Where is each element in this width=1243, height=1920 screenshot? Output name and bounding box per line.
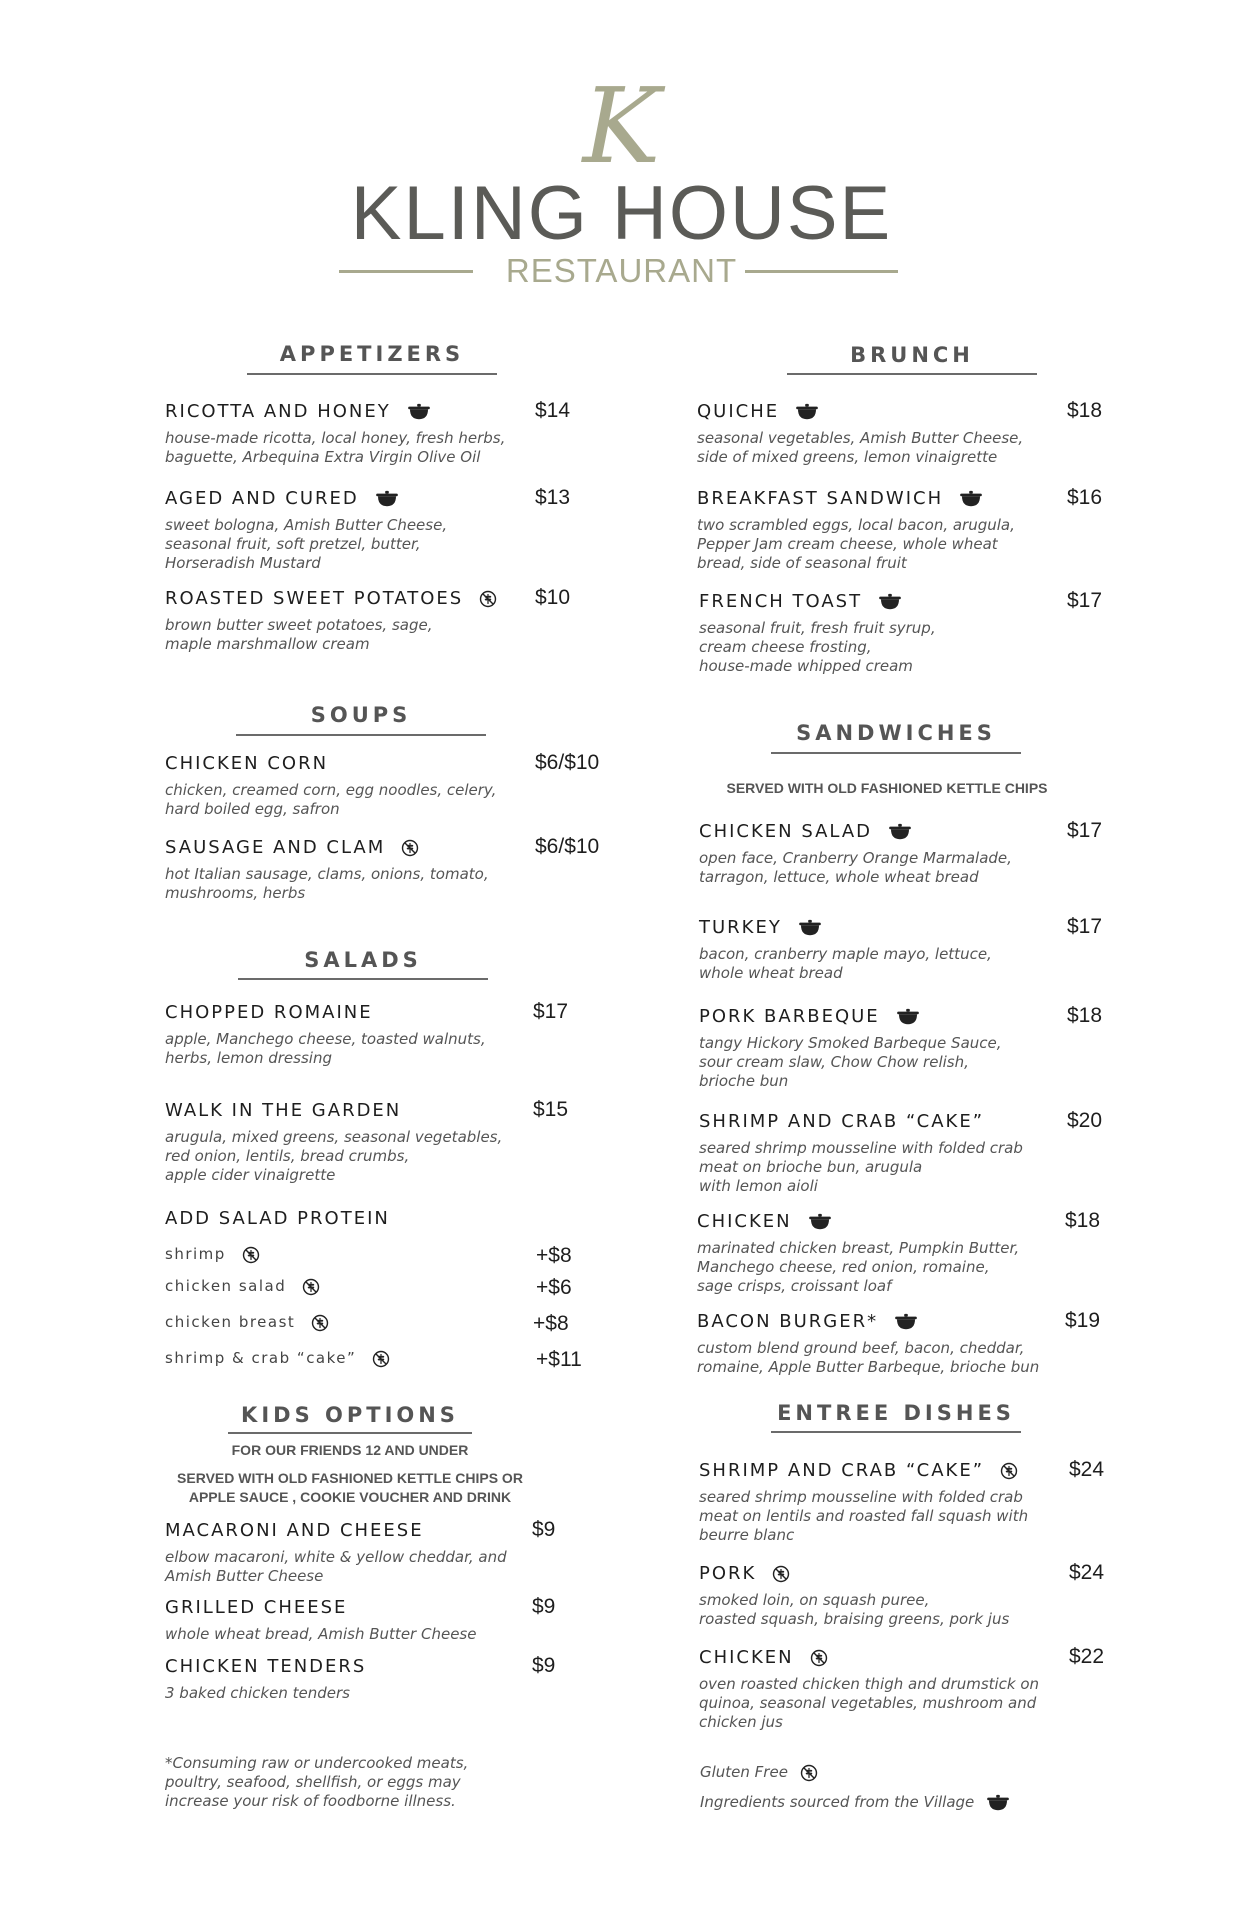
menu-item-price: $24: [1069, 1458, 1105, 1481]
menu-item-description: [697, 516, 1015, 573]
menu-item-description-line: arugula, mixed greens, seasonal vegetables,: [165, 1128, 503, 1146]
salad-protein-item: [165, 1276, 320, 1296]
menu-item-description-line: roasted squash, braising greens, pork jus: [699, 1610, 1010, 1628]
menu-item-name: [699, 1647, 1039, 1669]
pot-icon: [808, 1213, 832, 1231]
menu-item-description-line: house-made whipped cream: [699, 657, 913, 675]
legend-village: [700, 1792, 1010, 1812]
legend-village-label: Ingredients sourced from the Village: [700, 1793, 975, 1811]
section-title-kids: KIDS OPTIONS: [241, 1403, 459, 1427]
menu-item-description-line: cream cheese frosting,: [699, 638, 872, 656]
menu-item-description-line: meat on lentils and roasted fall squash with: [699, 1507, 1029, 1525]
menu-item-description-line: hot Italian sausage, clams, onions, tomato,: [165, 865, 489, 883]
menu-item-description: [165, 1684, 366, 1703]
salad-protein-price: +$6: [536, 1276, 572, 1299]
disclaimer-line: poultry, seafood, shellfish, or eggs may: [165, 1773, 461, 1791]
pot-icon: [407, 403, 431, 421]
wheat-crossed-icon: [1000, 1462, 1018, 1480]
menu-item-description: [699, 1591, 1009, 1629]
menu-item-description-line: bread, side of seasonal fruit: [697, 554, 907, 572]
menu-item-description: [699, 945, 992, 983]
pot-icon: [878, 593, 902, 611]
menu-item-description-line: baguette, Arbequina Extra Virgin Olive Oil: [165, 448, 481, 466]
menu-item-price: $6/$10: [535, 835, 600, 858]
menu-item-description: [165, 865, 489, 903]
logo-subtitle: RESTAURANT: [505, 252, 738, 289]
menu-item-description: [699, 1034, 1002, 1091]
section-title-sandwiches: SANDWICHES: [796, 721, 996, 745]
menu-item-name-text: SHRIMP AND CRAB “CAKE”: [699, 1111, 985, 1132]
menu-item-description-line: whole wheat bread: [699, 964, 843, 982]
menu-item-price: $18: [1067, 1004, 1103, 1027]
menu-item-name-text: CHICKEN TENDERS: [165, 1656, 367, 1677]
menu-item-description: [165, 781, 496, 819]
menu-item-description-line: oven roasted chicken thigh and drumstick on: [699, 1675, 1040, 1693]
menu-item-description: [699, 619, 936, 676]
menu-item-name-text: GRILLED CHEESE: [165, 1597, 348, 1618]
menu-item-name: [697, 401, 1023, 423]
wheat-crossed-icon: [401, 839, 419, 857]
section-title-entrees: ENTREE DISHES: [777, 1401, 1015, 1425]
salad-protein-price: +$8: [536, 1244, 572, 1267]
menu-item-name-text: PORK: [699, 1563, 757, 1584]
menu-item-description: [699, 1488, 1028, 1545]
menu-item-description-line: chicken, creamed corn, egg noodles, celery,: [165, 781, 497, 799]
menu-item-description-line: sage crisps, croissant loaf: [697, 1277, 892, 1295]
menu-item-price: $14: [535, 399, 571, 422]
menu-item-description-line: brioche bun: [699, 1072, 789, 1090]
disclaimer-line: *Consuming raw or undercooked meats,: [165, 1754, 469, 1772]
menu-item-description-line: seared shrimp mousseline with folded crab: [699, 1139, 1023, 1157]
section-title-salads: SALADS: [304, 948, 422, 972]
section-rule-brunch: [787, 373, 1037, 375]
menu-item-name: [165, 488, 447, 510]
menu-item-name: [697, 488, 1015, 510]
menu-item-description-line: 3 baked chicken tenders: [165, 1684, 350, 1702]
menu-item-description: [165, 1128, 502, 1185]
menu-item-price: $22: [1069, 1645, 1105, 1668]
menu-item-description: [165, 1030, 486, 1068]
wheat-crossed-icon: [311, 1314, 329, 1332]
menu-item-description-line: quinoa, seasonal vegetables, mushroom and: [699, 1694, 1037, 1712]
menu-item-name: [697, 1211, 1019, 1233]
menu-item-name-text: BREAKFAST SANDWICH: [697, 488, 944, 509]
menu-item-description-line: sour cream slaw, Chow Chow relish,: [699, 1053, 969, 1071]
menu-item-name-text: BACON BURGER*: [697, 1311, 879, 1332]
menu-item-name: [165, 837, 489, 859]
menu-item: [699, 917, 992, 983]
menu-item-description: [697, 429, 1023, 467]
salad-protein-name: shrimp & crab “cake”: [165, 1349, 357, 1367]
menu-item-name: [165, 1002, 486, 1024]
menu-item-price: $17: [1067, 915, 1103, 938]
menu-item-description-line: side of mixed greens, lemon vinaigrette: [697, 448, 998, 466]
section-rule-sandwiches: [771, 752, 1021, 754]
menu-item-description-line: whole wheat bread, Amish Butter Cheese: [165, 1625, 477, 1643]
menu-item-name: [699, 1111, 1023, 1133]
menu-item-description: [699, 1139, 1023, 1196]
menu-item-description-line: tarragon, lettuce, whole wheat bread: [699, 868, 979, 886]
menu-item-name: [699, 821, 1012, 843]
legend-gluten-free: [700, 1762, 818, 1782]
legend-gluten-free-label: Gluten Free: [700, 1763, 788, 1781]
menu-item-name: [699, 1006, 1002, 1028]
menu-item-price: $24: [1069, 1561, 1105, 1584]
menu-item-name: [697, 1311, 1039, 1333]
menu-item-description-line: hard boiled egg, safron: [165, 800, 340, 818]
menu-item-name: [165, 1100, 502, 1122]
menu-item: [699, 1460, 1028, 1545]
menu-item-description: [699, 1675, 1039, 1732]
pot-icon: [795, 403, 819, 421]
menu-item-description-line: romaine, Apple Butter Barbeque, brioche bun: [697, 1358, 1040, 1376]
menu-item-description-line: herbs, lemon dressing: [165, 1049, 332, 1067]
menu-item-description-line: tangy Hickory Smoked Barbeque Sauce,: [699, 1034, 1002, 1052]
section-rule-soups: [236, 734, 486, 736]
pot-icon: [798, 919, 822, 937]
menu-item-price: $13: [535, 486, 571, 509]
menu-item-price: $17: [1067, 589, 1103, 612]
menu-item-name: [165, 1520, 507, 1542]
salad-protein-item: [165, 1348, 390, 1368]
menu-item-price: $18: [1067, 399, 1103, 422]
menu-item-description-line: house-made ricotta, local honey, fresh herbs,: [165, 429, 506, 447]
menu-item-description: [697, 1239, 1019, 1296]
menu-item-description-line: Horseradish Mustard: [165, 554, 321, 572]
salad-protein-price: +$11: [536, 1348, 582, 1371]
menu-item: [165, 1656, 366, 1703]
menu-item-name: [165, 1656, 366, 1678]
salad-protein-name: chicken salad: [165, 1277, 287, 1295]
pot-icon: [894, 1313, 918, 1331]
menu-item-description-line: seared shrimp mousseline with folded crab: [699, 1488, 1023, 1506]
menu-item-description-line: two scrambled eggs, local bacon, arugula,: [697, 516, 1015, 534]
wheat-crossed-icon: [242, 1246, 260, 1264]
menu-item-description-line: elbow macaroni, white & yellow cheddar, and: [165, 1548, 507, 1566]
menu-item-name: [699, 1460, 1028, 1482]
wheat-crossed-icon: [372, 1350, 390, 1368]
menu-item-description-line: beurre blanc: [699, 1526, 795, 1544]
menu-item: [165, 401, 505, 467]
menu-item-name-text: AGED AND CURED: [165, 488, 359, 509]
section-title-soups: SOUPS: [310, 703, 412, 727]
menu-item-name: [165, 401, 505, 423]
menu-item-description-line: bacon, cranberry maple mayo, lettuce,: [699, 945, 992, 963]
menu-item-name-text: TURKEY: [699, 917, 782, 938]
menu-item: [165, 1002, 486, 1068]
menu-item-price: $19: [1065, 1309, 1101, 1332]
salad-protein-item: [165, 1244, 260, 1264]
menu-item-description-line: custom blend ground beef, bacon, cheddar,: [697, 1339, 1025, 1357]
kids-note-line: SERVED WITH OLD FASHIONED KETTLE CHIPS OR: [177, 1470, 523, 1486]
menu-item-name-text: CHICKEN CORN: [165, 753, 329, 774]
salad-protein-name: shrimp: [165, 1245, 226, 1263]
menu-item-description: [165, 429, 505, 467]
menu-item-description-line: seasonal vegetables, Amish Butter Cheese,: [697, 429, 1024, 447]
menu-item-name: [699, 591, 936, 613]
section-title-appetizers: APPETIZERS: [279, 342, 465, 366]
menu-item-name-text: WALK IN THE GARDEN: [165, 1100, 402, 1121]
logo-name: KLING HOUSE: [350, 171, 893, 256]
menu-item: [697, 401, 1023, 467]
menu-item: [165, 588, 497, 654]
menu-item-price: $17: [1067, 819, 1103, 842]
menu-item-price: $6/$10: [535, 751, 600, 774]
menu-item-description-line: marinated chicken breast, Pumpkin Butter,: [697, 1239, 1020, 1257]
menu-item-description-line: smoked loin, on squash puree,: [699, 1591, 930, 1609]
kids-note: [165, 1469, 535, 1507]
kids-subtitle: FOR OUR FRIENDS 12 AND UNDER: [231, 1442, 469, 1458]
menu-item-description-line: maple marshmallow cream: [165, 635, 370, 653]
section-rule-appetizers: [247, 373, 497, 375]
section-title-brunch: BRUNCH: [850, 343, 974, 367]
menu-item-price: $20: [1067, 1109, 1103, 1132]
menu-item: [165, 837, 489, 903]
menu-item: [699, 1006, 1002, 1091]
menu-item-description-line: apple cider vinaigrette: [165, 1166, 336, 1184]
menu-item-price: $15: [533, 1098, 569, 1121]
menu-item-name: [165, 588, 497, 610]
menu-item-name-text: ROASTED SWEET POTATOES: [165, 588, 464, 609]
menu-item-price: $18: [1065, 1209, 1101, 1232]
menu-item-name: [699, 1563, 1009, 1585]
menu-item: [699, 1647, 1039, 1732]
menu-item-description-line: red onion, lentils, bread crumbs,: [165, 1147, 410, 1165]
menu-item-description: [165, 616, 497, 654]
menu-item-name-text: CHICKEN: [699, 1647, 794, 1668]
menu-item: [165, 488, 447, 573]
menu-item-name: [699, 917, 992, 939]
menu-item-price: $9: [532, 1595, 556, 1618]
logo-rule-right: [745, 270, 898, 273]
menu-item-price: $10: [535, 586, 571, 609]
menu-item-description-line: chicken jus: [699, 1713, 783, 1731]
logo-monogram: K: [582, 65, 661, 187]
pot-icon: [896, 1008, 920, 1026]
menu-item-description-line: with lemon aioli: [699, 1177, 818, 1195]
disclaimer-line: increase your risk of foodborne illness.: [165, 1792, 456, 1810]
menu-item: [697, 488, 1015, 573]
menu-item-description-line: apple, Manchego cheese, toasted walnuts,: [165, 1030, 486, 1048]
menu-item-name: [165, 1597, 476, 1619]
menu-item: [699, 821, 1012, 887]
menu-item: [697, 1311, 1039, 1377]
menu-item-name-text: PORK BARBEQUE: [699, 1006, 880, 1027]
pot-icon: [959, 490, 983, 508]
menu-item-description-line: seasonal fruit, soft pretzel, butter,: [165, 535, 421, 553]
menu-item-name-text: CHOPPED ROMAINE: [165, 1002, 373, 1023]
menu-item: [697, 1211, 1019, 1296]
section-rule-kids: [228, 1432, 472, 1434]
sandwiches-note: SERVED WITH OLD FASHIONED KETTLE CHIPS: [726, 780, 1048, 796]
disclaimer: [165, 1754, 468, 1811]
salad-protein-item: [165, 1312, 329, 1332]
wheat-crossed-icon: [810, 1649, 828, 1667]
menu-item-price: $16: [1067, 486, 1103, 509]
menu-item-description-line: mushrooms, herbs: [165, 884, 306, 902]
section-rule-salads: [238, 978, 488, 980]
menu-item: [699, 591, 936, 676]
menu-item-description-line: Pepper Jam cream cheese, whole wheat: [697, 535, 998, 553]
menu-item: [165, 1100, 502, 1185]
menu-item-description-line: Manchego cheese, red onion, romaine,: [697, 1258, 990, 1276]
menu-item: [165, 1597, 476, 1644]
menu-item-price: $9: [532, 1654, 556, 1677]
menu-item-name-text: CHICKEN SALAD: [699, 821, 873, 842]
menu-item-description-line: meat on brioche bun, arugula: [699, 1158, 923, 1176]
pot-icon: [888, 823, 912, 841]
menu-item-name-text: SAUSAGE AND CLAM: [165, 837, 386, 858]
pot-icon: [375, 490, 399, 508]
menu-item-name-text: SHRIMP AND CRAB “CAKE”: [699, 1460, 985, 1481]
menu-item-name-text: CHICKEN: [697, 1211, 792, 1232]
salad-protein-title: ADD SALAD PROTEIN: [165, 1208, 390, 1229]
menu-item-description-line: brown butter sweet potatoes, sage,: [165, 616, 433, 634]
menu-item-name-text: FRENCH TOAST: [699, 591, 863, 612]
section-rule-entrees: [771, 1431, 1021, 1433]
wheat-crossed-icon: [800, 1764, 818, 1782]
menu-item-price: $9: [532, 1518, 556, 1541]
wheat-crossed-icon: [772, 1565, 790, 1583]
salad-protein-price: +$8: [533, 1312, 569, 1335]
menu-item-description-line: Amish Butter Cheese: [165, 1567, 324, 1585]
wheat-crossed-icon: [302, 1278, 320, 1296]
menu-item-description: [697, 1339, 1039, 1377]
menu-item-price: $17: [533, 1000, 569, 1023]
menu-item-description-line: open face, Cranberry Orange Marmalade,: [699, 849, 1012, 867]
kids-note-line: APPLE SAUCE , COOKIE VOUCHER AND DRINK: [188, 1489, 512, 1505]
menu-item: [165, 753, 496, 819]
menu-item-description: [699, 849, 1012, 887]
salad-protein-name: chicken breast: [165, 1313, 296, 1331]
menu-item-name-text: RICOTTA AND HONEY: [165, 401, 391, 422]
menu-item: [165, 1520, 507, 1586]
menu-item-description: [165, 1625, 476, 1644]
menu-item-description-line: seasonal fruit, fresh fruit syrup,: [699, 619, 936, 637]
menu-item: [699, 1111, 1023, 1196]
menu-item-description-line: sweet bologna, Amish Butter Cheese,: [165, 516, 448, 534]
menu-item-name: [165, 753, 496, 775]
pot-icon: [986, 1794, 1010, 1812]
menu-item-name-text: MACARONI AND CHEESE: [165, 1520, 424, 1541]
menu-item: [699, 1563, 1009, 1629]
menu-item-description: [165, 516, 447, 573]
menu-item-name-text: QUICHE: [697, 401, 780, 422]
wheat-crossed-icon: [479, 590, 497, 608]
menu-item-description: [165, 1548, 507, 1586]
